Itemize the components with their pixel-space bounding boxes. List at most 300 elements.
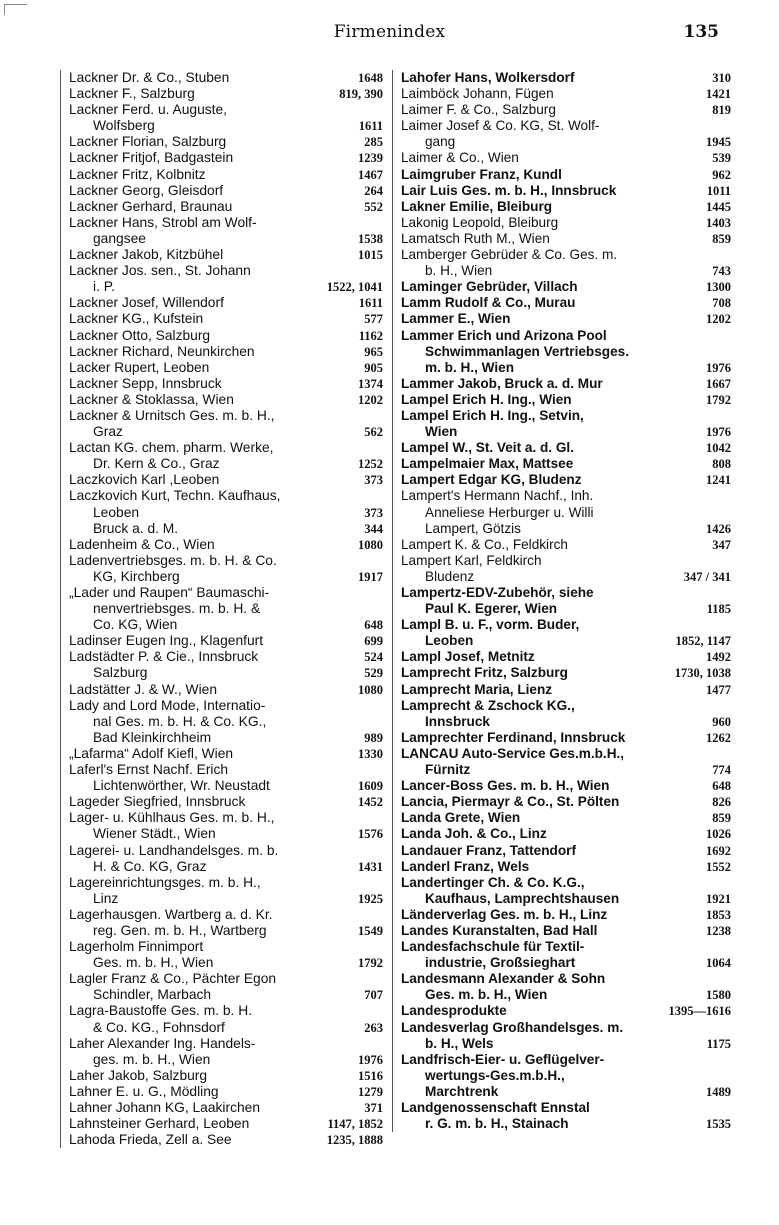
index-entry	[69, 762, 383, 794]
entry-page-ref: 1239	[358, 151, 383, 166]
index-entry	[69, 521, 383, 537]
index-entry	[401, 1003, 731, 1019]
index-entry	[401, 183, 731, 199]
entry-name: Lampertz-EDV-Zubehör, siehe	[401, 585, 594, 600]
entry-page-ref: 1576	[358, 827, 383, 842]
entry-name: Lackner Gerhard, Braunau	[69, 198, 233, 214]
entry-page-ref: 1330	[358, 746, 383, 761]
index-entry	[401, 971, 731, 1003]
entry-name: Lackner Jos. sen., St. Johann	[69, 263, 251, 279]
entry-page-ref: 774	[712, 763, 731, 778]
entry-continuation: Wiener Städt., Wien	[93, 826, 216, 842]
entry-continuation: Dr. Kern & Co., Graz	[93, 456, 220, 472]
index-entry	[401, 279, 731, 295]
index-entry	[401, 215, 731, 231]
entry-name: Lampel W., St. Veit a. d. Gl.	[401, 440, 574, 456]
entry-page-ref: 1667	[706, 376, 731, 391]
index-entry	[401, 1052, 731, 1100]
entry-name: Landerl Franz, Wels	[401, 858, 530, 874]
index-entry	[401, 698, 731, 730]
entry-name: Lampel Erich H. Ing., Setvin,	[401, 407, 584, 423]
entry-name: Länderverlag Ges. m. b. H., Linz	[401, 906, 608, 922]
index-entry	[401, 746, 731, 778]
entry-name: Lackner Hans, Strobl am Wolf-	[69, 214, 257, 230]
index-entry	[69, 1132, 383, 1148]
entry-continuation: Leoben	[425, 633, 474, 649]
index-entry	[401, 150, 731, 166]
index-entry	[69, 134, 383, 150]
entry-name: Laimböck Johann, Fügen	[401, 86, 554, 102]
index-entry	[69, 682, 383, 698]
entry-name: „Lafarma“ Adolf Kiefl, Wien	[69, 745, 234, 761]
entry-page-ref: 1235, 1888	[326, 1133, 383, 1148]
index-entry	[69, 263, 383, 295]
index-entry	[401, 923, 731, 939]
entry-page-ref: 962	[712, 167, 731, 182]
entry-name: Lackner Fritz, Kolbnitz	[69, 166, 206, 182]
entry-continuation: Fürnitz	[425, 762, 471, 778]
entry-page-ref: 1238	[706, 923, 731, 938]
entry-page-ref: 989	[364, 730, 383, 745]
entry-name: Laimgruber Franz, Kundl	[401, 166, 562, 182]
entry-name: Lampel Erich H. Ing., Wien	[401, 391, 572, 407]
index-column-right	[392, 70, 731, 1132]
index-entry	[69, 1003, 383, 1035]
entry-name: Laczkovich Kurt, Techn. Kaufhaus,	[69, 488, 281, 504]
index-entry	[401, 440, 731, 456]
entry-name: Laminger Gebrüder, Villach	[401, 279, 578, 295]
entry-name: Lackner Richard, Neunkirchen	[69, 343, 255, 359]
page-title: Firmenindex	[333, 22, 446, 42]
entry-page-ref: 960	[712, 714, 731, 729]
index-entry	[69, 488, 383, 520]
entry-name: Lampert K. & Co., Feldkirch	[401, 536, 568, 552]
entry-name: Lampert Karl, Feldkirch	[401, 552, 542, 568]
entry-name: Lamm Rudolf & Co., Murau	[401, 295, 576, 311]
entry-page-ref: 1921	[706, 891, 731, 906]
entry-name: Lahner E. u. G., Mödling	[69, 1083, 219, 1099]
entry-page-ref: 707	[364, 988, 383, 1003]
index-entry	[69, 810, 383, 842]
index-entry	[401, 392, 731, 408]
index-entry	[69, 585, 383, 633]
entry-name: Laimer F. & Co., Salzburg	[401, 102, 556, 118]
entry-page-ref: 1611	[358, 296, 383, 311]
entry-page-ref: 859	[712, 231, 731, 246]
entry-name: Ladenheim & Co., Wien	[69, 536, 215, 552]
entry-page-ref: 1279	[358, 1084, 383, 1099]
entry-name: Lammer Erich und Arizona Pool	[401, 327, 607, 343]
index-entry	[69, 247, 383, 263]
entry-page-ref: 1162	[358, 328, 383, 343]
entry-continuation: m. b. H., Wien	[425, 359, 514, 375]
entry-page-ref: 1374	[358, 376, 383, 391]
entry-continuation: i. P.	[93, 279, 115, 295]
entry-name: Lampl Josef, Metnitz	[401, 649, 535, 665]
entry-name: Lahofer Hans, Wolkersdorf	[401, 70, 575, 85]
index-entry	[401, 199, 731, 215]
entry-continuation: Lampert, Götzis	[425, 520, 521, 536]
index-entry	[401, 472, 731, 488]
entry-name: Lackner Ferd. u. Auguste,	[69, 102, 227, 118]
entry-page-ref: 264	[364, 183, 383, 198]
entry-name: Laczkovich Karl ,Leoben	[69, 472, 220, 488]
entry-page-ref: 1252	[358, 457, 383, 472]
entry-continuation: Graz	[93, 424, 123, 440]
entry-page-ref: 562	[364, 425, 383, 440]
index-entry	[69, 215, 383, 247]
entry-name: Lancia, Piermayr & Co., St. Pölten	[401, 794, 620, 810]
entry-page-ref: 1015	[358, 248, 383, 263]
entry-page-ref: 1185	[706, 602, 731, 617]
index-entry	[401, 295, 731, 311]
entry-page-ref: 1147, 1852	[327, 1117, 383, 1132]
entry-name: Landa Joh. & Co., Linz	[401, 826, 547, 842]
index-entry	[69, 794, 383, 810]
index-entry	[69, 1100, 383, 1116]
entry-page-ref: 1917	[358, 569, 383, 584]
entry-page-ref: 1648	[358, 71, 383, 85]
entry-continuation: gang	[425, 134, 456, 150]
entry-name: Ladstädter P. & Cie., Innsbruck	[69, 649, 259, 665]
entry-page-ref: 524	[364, 650, 383, 665]
entry-page-ref: 373	[364, 473, 383, 488]
index-entry	[401, 247, 731, 279]
entry-page-ref: 1395—1616	[668, 1004, 731, 1019]
entry-page-ref: 263	[364, 1020, 383, 1035]
entry-page-ref: 1477	[706, 682, 731, 697]
entry-page-ref: 371	[364, 1101, 383, 1115]
entry-name: Laimer & Co., Wien	[401, 150, 519, 166]
entry-name: Landes Kuranstalten, Bad Hall	[401, 922, 598, 938]
index-entry	[69, 1084, 383, 1100]
index-entry	[69, 1036, 383, 1068]
index-entry	[69, 907, 383, 939]
entry-name: Lampelmaier Max, Mattsee	[401, 456, 574, 472]
entry-page-ref: 1064	[706, 956, 731, 971]
index-entry	[401, 231, 731, 247]
entry-name: Lampert's Hermann Nachf., Inh.	[401, 488, 594, 504]
entry-page-ref: 699	[364, 634, 383, 649]
entry-page-ref: 1792	[358, 956, 383, 971]
entry-name: Lammer Jakob, Bruck a. d. Mur	[401, 375, 603, 391]
entry-page-ref: 1426	[706, 521, 731, 536]
entry-page-ref: 826	[712, 795, 731, 810]
entry-name: Lagerhausgen. Wartberg a. d. Kr.	[69, 906, 273, 922]
index-entry	[401, 70, 731, 86]
entry-name: Lagerholm Finnimport	[69, 939, 204, 955]
entry-name: Landesprodukte	[401, 1003, 507, 1019]
index-entry	[401, 843, 731, 859]
entry-page-ref: 552	[364, 199, 383, 214]
entry-page-ref: 1452	[358, 795, 383, 810]
index-entry	[401, 875, 731, 907]
entry-name: Lagereinrichtungsges. m. b. H.,	[69, 874, 261, 890]
entry-page-ref: 1692	[706, 843, 731, 858]
entry-continuation: Ges. m. b. H., Wien	[425, 987, 548, 1003]
index-entry	[69, 86, 383, 102]
index-entry	[401, 859, 731, 875]
entry-name: Landesverlag Großhandelsges. m.	[401, 1019, 624, 1035]
entry-name: Laher Jakob, Salzburg	[69, 1067, 208, 1083]
entry-continuation: H. & Co. KG, Graz	[93, 858, 207, 874]
entry-page-ref: 648	[712, 779, 731, 794]
entry-name: Lackner Otto, Salzburg	[69, 327, 211, 343]
entry-continuation: Bludenz	[425, 568, 475, 584]
index-entry	[401, 907, 731, 923]
index-entry	[69, 472, 383, 488]
entry-page-ref: 1262	[706, 730, 731, 745]
entry-continuation: Anneliese Herburger u. Willi	[425, 504, 594, 520]
entry-name: Lackner Sepp, Innsbruck	[69, 375, 222, 391]
page-number: 135	[683, 22, 719, 42]
entry-page-ref: 1976	[358, 1052, 383, 1067]
index-entry	[69, 553, 383, 585]
entry-name: Lagerei- u. Landhandelsges. m. b.	[69, 842, 279, 858]
index-entry	[401, 649, 731, 665]
entry-page-ref: 373	[364, 505, 383, 520]
entry-page-ref: 347	[712, 537, 731, 552]
index-entry	[401, 102, 731, 118]
entry-name: Lactan KG. chem. pharm. Werke,	[69, 440, 274, 456]
entry-continuation: r. G. m. b. H., Stainach	[425, 1116, 569, 1132]
entry-name: Lager- u. Kühlhaus Ges. m. b. H.,	[69, 810, 275, 826]
index-entry	[69, 360, 383, 376]
entry-name: Bruck a. d. M.	[93, 520, 179, 536]
entry-name: Lackner F., Salzburg	[69, 86, 195, 102]
index-entry	[401, 730, 731, 746]
entry-page-ref: 1580	[706, 988, 731, 1003]
index-entry	[401, 408, 731, 440]
index-entry	[401, 585, 731, 617]
entry-continuation: Wien	[425, 424, 458, 440]
index-entry	[401, 778, 731, 794]
entry-page-ref: 808	[712, 457, 731, 472]
entry-name: Lackner Dr. & Co., Stuben	[69, 70, 230, 85]
entry-name: Lageder Siegfried, Innsbruck	[69, 794, 246, 810]
index-entry	[401, 939, 731, 971]
entry-name: Lackner Jakob, Kitzbühel	[69, 247, 224, 263]
index-column-left	[60, 70, 383, 1148]
entry-name: Ladstätter J. & W., Wien	[69, 681, 217, 697]
entry-page-ref: 1445	[706, 199, 731, 214]
index-entry	[69, 1116, 383, 1132]
entry-continuation: Co. KG, Wien	[93, 617, 178, 633]
entry-continuation: KG, Kirchberg	[93, 568, 180, 584]
entry-name: Laimer Josef & Co. KG, St. Wolf-	[401, 118, 600, 134]
entry-page-ref: 1945	[706, 135, 731, 150]
index-entry	[401, 488, 731, 536]
index-entry	[69, 344, 383, 360]
entry-name: Lackner Georg, Gleisdorf	[69, 182, 224, 198]
index-entry	[401, 794, 731, 810]
index-entry	[69, 167, 383, 183]
index-entry	[401, 311, 731, 327]
entry-name: Lady and Lord Mode, Internatio-	[69, 697, 266, 713]
entry-name: Lamprechter Ferdinand, Innsbruck	[401, 729, 626, 745]
entry-page-ref: 819	[712, 103, 731, 118]
entry-name: Laferl's Ernst Nachf. Erich	[69, 762, 229, 778]
entry-page-ref: 1925	[358, 891, 383, 906]
entry-name: Lackner & Stoklassa, Wien	[69, 391, 234, 407]
entry-continuation: Linz	[93, 890, 119, 906]
index-entry	[69, 665, 383, 681]
index-entry	[69, 102, 383, 134]
entry-name: Lamprecht & Zschock KG.,	[401, 697, 575, 713]
entry-continuation: Kaufhaus, Lamprechtshausen	[425, 890, 620, 906]
index-entry	[401, 682, 731, 698]
index-entry	[69, 971, 383, 1003]
index-entry	[401, 1020, 731, 1052]
entry-name: Landertinger Ch. & Co. K.G.,	[401, 874, 585, 890]
entry-continuation: nenvertriebsges. m. b. H. &	[93, 601, 261, 617]
entry-name: Lahnsteiner Gerhard, Leoben	[69, 1116, 250, 1132]
entry-name: Ladinser Eugen Ing., Klagenfurt	[69, 633, 264, 649]
entry-name: Landauer Franz, Tattendorf	[401, 842, 576, 858]
entry-name: Lahner Johann KG, Laakirchen	[69, 1100, 260, 1115]
entry-name: Lackner Fritjof, Badgastein	[69, 150, 234, 166]
entry-page-ref: 1516	[358, 1068, 383, 1083]
entry-continuation: industrie, Großsieghart	[425, 955, 576, 971]
entry-page-ref: 1080	[358, 682, 383, 697]
index-entry	[69, 376, 383, 392]
entry-name: Laher Alexander Ing. Handels-	[69, 1035, 256, 1051]
entry-page-ref: 1489	[706, 1084, 731, 1099]
entry-name: Lancer-Boss Ges. m. b. H., Wien	[401, 778, 610, 794]
entry-name: Lackner & Urnitsch Ges. m. b. H.,	[69, 407, 275, 423]
entry-name: Landesmann Alexander & Sohn	[401, 971, 606, 987]
index-entry	[401, 810, 731, 826]
index-entry	[69, 408, 383, 440]
index-entry	[401, 86, 731, 102]
entry-page-ref: 1852, 1147	[675, 634, 731, 649]
entry-name: Landgenossenschaft Ennstal	[401, 1100, 590, 1115]
entry-name: Salzburg	[93, 665, 148, 681]
index-entry	[401, 456, 731, 472]
entry-name: Lamatsch Ruth M., Wien	[401, 230, 550, 246]
entry-name: Landesfachschule für Textil-	[401, 939, 585, 955]
index-entry	[401, 617, 731, 649]
entry-page-ref: 1175	[706, 1036, 731, 1051]
index-entry	[401, 665, 731, 681]
entry-page-ref: 1241	[706, 473, 731, 488]
entry-page-ref: 1431	[358, 859, 383, 874]
entry-page-ref: 529	[364, 666, 383, 681]
entry-page-ref: 1976	[706, 425, 731, 440]
entry-name: Ladenvertriebsges. m. b. H. & Co.	[69, 552, 277, 568]
entry-continuation: Innsbruck	[425, 713, 490, 729]
index-entry	[69, 199, 383, 215]
entry-name: Lair Luis Ges. m. b. H., Innsbruck	[401, 182, 617, 198]
entry-page-ref: 1549	[358, 923, 383, 938]
entry-continuation: gangsee	[93, 230, 146, 246]
entry-page-ref: 1538	[358, 231, 383, 246]
entry-name: Lahoda Frieda, Zell a. See	[69, 1132, 232, 1148]
entry-page-ref: 1026	[706, 827, 731, 842]
entry-continuation: & Co. KG., Fohnsdorf	[93, 1019, 225, 1035]
entry-name: Lamberger Gebrüder & Co. Ges. m.	[401, 247, 618, 263]
index-entry	[69, 1068, 383, 1084]
entry-page-ref: 1730, 1038	[674, 666, 731, 681]
entry-continuation: Schindler, Marbach	[93, 987, 212, 1003]
index-entry	[69, 295, 383, 311]
entry-page-ref: 708	[712, 296, 731, 311]
index-entry	[401, 118, 731, 150]
index-entry	[401, 328, 731, 376]
entry-name: Landa Grete, Wien	[401, 810, 521, 826]
entry-page-ref: 965	[364, 344, 383, 359]
index-entry	[401, 553, 731, 585]
index-entry	[69, 843, 383, 875]
entry-name: Lackner KG., Kufstein	[69, 311, 204, 327]
entry-page-ref: 1467	[358, 167, 383, 182]
entry-continuation: reg. Gen. m. b. H., Wartberg	[93, 922, 267, 938]
entry-page-ref: 1202	[706, 312, 731, 327]
entry-continuation: Ges. m. b. H., Wien	[93, 955, 214, 971]
entry-continuation: ges. m. b. H., Wien	[93, 1051, 211, 1067]
entry-continuation: Marchtrenk	[425, 1083, 499, 1099]
index-entry	[69, 392, 383, 408]
entry-name: Lackner Florian, Salzburg	[69, 134, 227, 150]
entry-page-ref: 1202	[358, 392, 383, 407]
entry-name: Lampl B. u. F., vorm. Buder,	[401, 617, 580, 633]
entry-page-ref: 1042	[706, 441, 731, 456]
index-entry	[69, 440, 383, 472]
index-entry	[69, 939, 383, 971]
entry-name: Lamprecht Fritz, Salzburg	[401, 665, 568, 681]
entry-page-ref: 1853	[706, 907, 731, 922]
entry-name: Lakner Emilie, Bleiburg	[401, 198, 553, 214]
entry-page-ref: 1976	[706, 360, 731, 375]
entry-page-ref: 1535	[706, 1117, 731, 1132]
entry-page-ref: 1300	[706, 280, 731, 295]
entry-name: Lamprecht Maria, Lienz	[401, 681, 553, 697]
entry-page-ref: 310	[712, 71, 731, 85]
entry-name: Lagler Franz & Co., Pächter Egon	[69, 971, 277, 987]
entry-continuation: Schwimmanlagen Vertriebsges.	[425, 343, 629, 359]
index-entry	[401, 376, 731, 392]
index-entry	[69, 150, 383, 166]
entry-page-ref: 347 / 341	[683, 569, 731, 584]
entry-name: Lampert Edgar KG, Bludenz	[401, 472, 582, 488]
entry-page-ref: 1403	[706, 215, 731, 230]
entry-name: Lammer E., Wien	[401, 311, 511, 327]
entry-continuation: Leoben	[93, 504, 140, 520]
index-entry	[401, 167, 731, 183]
entry-name: Lagra-Baustoffe Ges. m. b. H.	[69, 1003, 253, 1019]
entry-page-ref: 539	[712, 151, 731, 166]
entry-continuation: Wolfsberg	[93, 118, 155, 134]
index-entry	[69, 875, 383, 907]
entry-page-ref: 285	[364, 135, 383, 150]
index-entry	[69, 537, 383, 553]
entry-name: „Lader und Raupen“ Baumaschi-	[69, 585, 270, 600]
entry-page-ref: 1522, 1041	[326, 280, 383, 295]
crop-mark	[4, 4, 27, 15]
entry-name: Landfrisch-Eier- u. Geflügelver-	[401, 1051, 605, 1067]
entry-page-ref: 1011	[706, 183, 731, 198]
entry-page-ref: 1080	[358, 537, 383, 552]
entry-page-ref: 1792	[706, 392, 731, 407]
entry-name: Lacker Rupert, Leoben	[69, 359, 210, 375]
entry-continuation: b. H., Wien	[425, 263, 493, 279]
entry-page-ref: 859	[712, 811, 731, 826]
entry-continuation: Paul K. Egerer, Wien	[425, 601, 558, 617]
entry-page-ref: 1609	[358, 779, 383, 794]
entry-page-ref: 1492	[706, 650, 731, 665]
entry-name: Lakonig Leopold, Bleiburg	[401, 214, 559, 230]
entry-page-ref: 344	[364, 521, 383, 536]
